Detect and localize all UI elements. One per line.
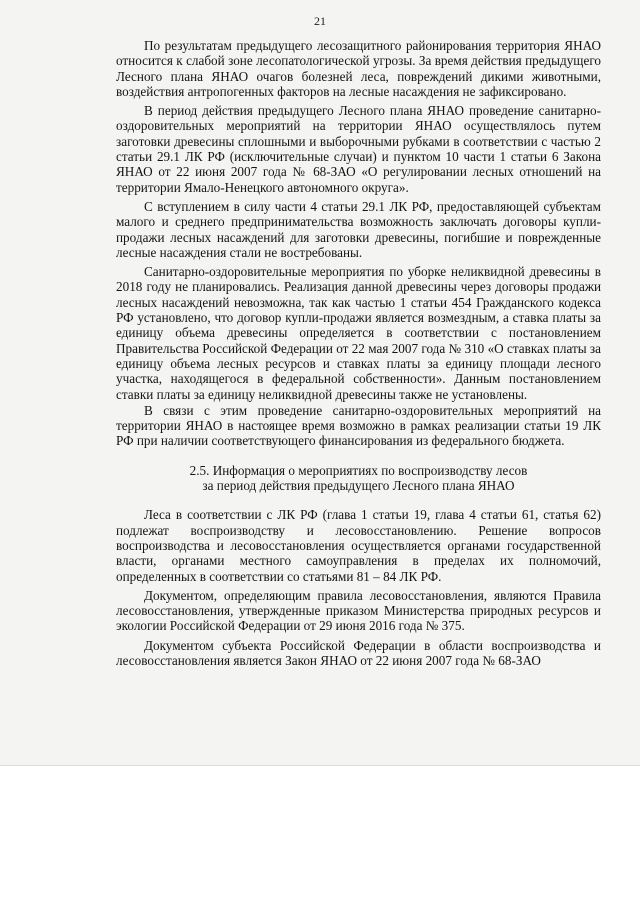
page-number: 21 bbox=[314, 14, 326, 28]
paragraph: Документом субъекта Российской Федерации в области воспроизводства и лесовосстановления является Закон ЯНАО от 22 июня 2007 года № 68-ЗАО bbox=[116, 637, 601, 668]
paragraph: В период действия предыдущего Лесного плана ЯНАО проведение санитарно-оздоровительных мероприятий на территории ЯНАО осуществлялось путем заготовки древесины сплошными и выборочными рубками в соответствии с частью 2 статьи 29.1 ЛК РФ (исключительные случаи) и пунктом 10 части 1 статьи 6 Закона ЯНАО от 22 июня 2007 года № 68-ЗАО «О регулировании лесных отношений на территории Ямало-Ненецкого автономного округа». bbox=[116, 103, 601, 195]
section-heading-line: за период действия предыдущего Лесного плана ЯНАО bbox=[202, 478, 515, 494]
section-heading-line: 2.5. Информация о мероприятиях по воспроизводству лесов bbox=[189, 462, 528, 478]
paragraph: С вступлением в силу части 4 статьи 29.1 ЛК РФ, предоставляющей субъектам малого и среднего предпринимательства возможность заключать договоры купли-продажи лесных насаждений для заготовки древесины, погибшие и поврежденные лесные насаждения стали не востребованы. bbox=[116, 198, 601, 260]
section-heading bbox=[116, 463, 601, 494]
document-body bbox=[116, 38, 601, 669]
paragraph: Документом, определяющим правила лесовосстановления, являются Правила лесовосстановления, утвержденные приказом Министерства природных ресурсов и экологии Российской Федерации от 29 июня 2016 года № 375. bbox=[116, 587, 601, 634]
paragraph: Леса в соответствии с ЛК РФ (глава 1 статьи 19, глава 4 статьи 61, статья 62) подлежат воспроизводству и лесовосстановлению. Решение вопросов воспроизводства и лесовосстановления осуществляется органами государственной власти, органами местного самоуправления в пределах их полномочий, определенных в соответствии со статьями 81 – 84 ЛК РФ. bbox=[116, 507, 601, 584]
paragraph: В связи с этим проведение санитарно-оздоровительных мероприятий на территории ЯНАО в настоящее время возможно в рамках реализации статьи 19 ЛК РФ при наличии соответствующего финансирования из федерального бюджета. bbox=[116, 402, 601, 449]
paragraph: Санитарно-оздоровительные мероприятия по уборке неликвидной древесины в 2018 году не планировались. Реализация данной древесины через договоры продажи лесных насаждений невозможна, так как частью 1 статьи 454 Гражданского кодекса РФ установлено, что договор купли-продажи является возмездным, а ставка платы за единицу объема древесины определяется в соответствии с постановлением Правительства Российской Федерации от 22 мая 2007 года № 310 «О ставках платы за единицу объема лесных ресурсов и ставках платы за единицу площади лесного участка, находящегося в федеральной собственности». Данным постановлением ставки платы за единицу неликвидной древесины также не установлены. bbox=[116, 264, 601, 402]
paragraph: По результатам предыдущего лесозащитного районирования территория ЯНАО относится к слабой зоне лесопатологической угрозы. За время действия предыдущего Лесного плана ЯНАО очагов болезней леса, повреждений дикими животными, воздействия антропогенных факторов на лесные насаждения не зафиксировано. bbox=[116, 38, 601, 99]
